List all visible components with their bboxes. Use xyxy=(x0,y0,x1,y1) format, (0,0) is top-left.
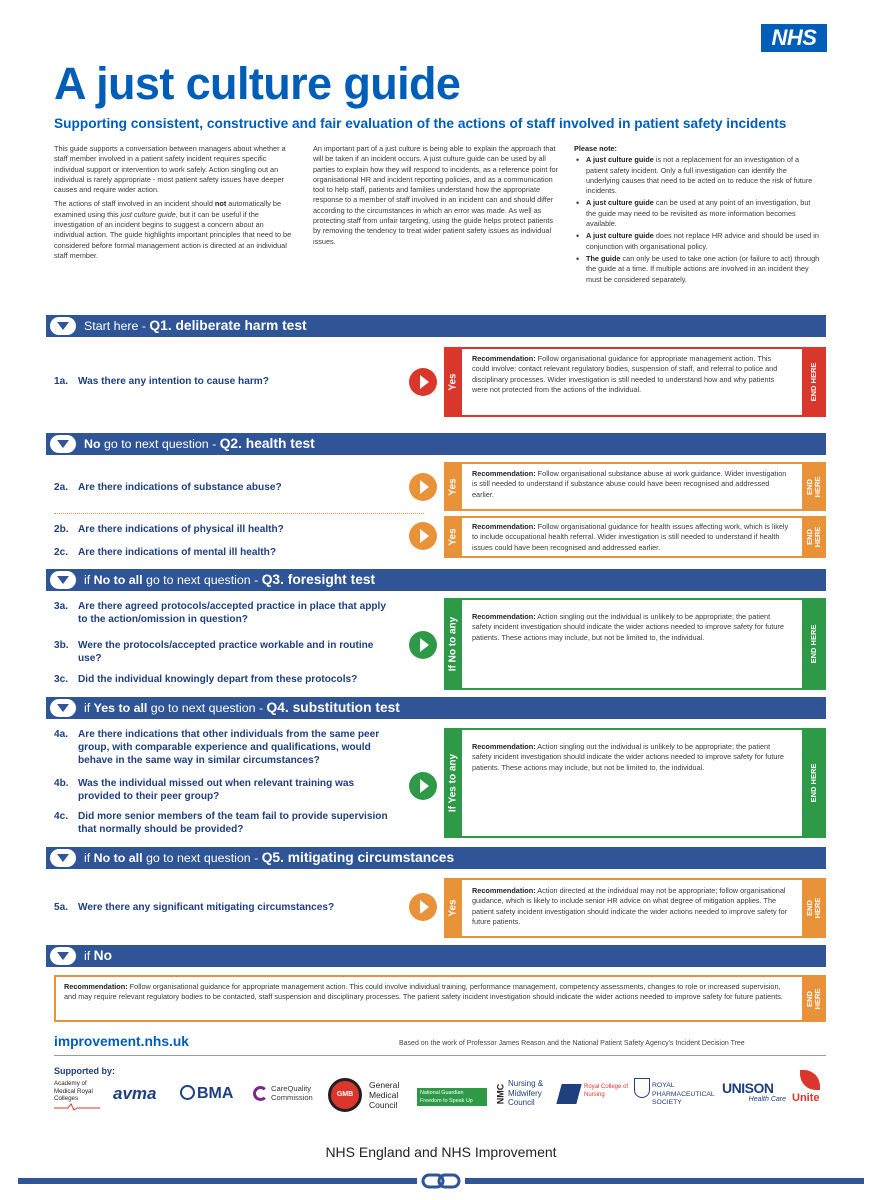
note-item: • The guide can only be used to take one action (or failure to act) through the guide at a time. If multiple actions are involved in an incident they must be considered separately. xyxy=(574,254,822,285)
if-no-to-any-tab: If No to any xyxy=(444,598,462,690)
chevron-down-icon xyxy=(50,435,76,453)
intro-paragraph: This guide supports a conversation between managers about whether a staff member involved in a patient safety incident requires specific individual support or intervention to work safely. Action singling out an individual is rarely appropriate - most patient safety issues have deeper causes and require wider action. xyxy=(54,144,286,195)
end-here-tab: END HERE xyxy=(802,728,826,838)
end-here-tab: END HERE xyxy=(802,975,826,1022)
question-5a: 5a. Were there any significant mitigating circumstances? xyxy=(54,902,335,913)
section-q4-bar: if Yes to all go to next question - Q4. substitution test xyxy=(46,697,826,719)
end-here-tab: END HERE xyxy=(802,516,826,558)
cqc-mark-icon xyxy=(253,1086,268,1101)
chevron-down-icon xyxy=(50,571,76,589)
arrow-right-icon xyxy=(409,772,437,800)
supported-by-heading: Supported by: xyxy=(54,1066,115,1076)
guardian-logo: National Guardian Freedom to Speak Up xyxy=(417,1088,487,1106)
yes-tab: Yes xyxy=(444,516,462,558)
recommendation-box-q2a: Yes Recommendation: Follow organisational substance abuse at work guidance. Wider investigation is still needed to understand if substance abuse could have been recognised and addressed earlier. END HERE xyxy=(444,462,826,511)
rps-logo: ROYAL PHARMACEUTICAL SOCIETY xyxy=(634,1078,720,1112)
question-2b: 2b. Are there indications of physical ill health? xyxy=(54,524,284,535)
section-q2-bar: No go to next question - Q2. health test xyxy=(46,433,826,455)
rcn-mark-icon xyxy=(556,1084,581,1104)
unite-flame-icon xyxy=(800,1070,820,1090)
rcn-logo: Royal College of Nursing xyxy=(559,1082,629,1108)
website-link[interactable]: improvement.nhs.uk xyxy=(54,1034,189,1049)
question-1a: 1a. Was there any intention to cause harm? xyxy=(54,376,269,387)
question-2a: 2a. Are there indications of substance abuse? xyxy=(54,482,282,493)
bma-mark-icon xyxy=(180,1085,195,1100)
note-item: • A just culture guide is not a replacement for an investigation of a patient safety incident. Only a full investigation can identify the underlying causes that need to be acted on to reduce the risk of future incidents. xyxy=(574,155,822,196)
bma-logo: BMA xyxy=(180,1085,233,1103)
intro-column-2 xyxy=(313,144,559,251)
chevron-down-icon xyxy=(50,317,76,335)
recommendation-box-q4: If Yes to any Recommendation: Action singling out the individual is unlikely to be appropriate; the patient safety incident investigation should indicate the wider actions needed to improve safety for future patients. These actions may include, but not be limited to, the individual. END HERE xyxy=(444,728,826,838)
intro-paragraph: The actions of staff involved in an incident should not automatically be examined using this just culture guide, but it can be useful if the investigation of an incident begins to suggest a concern about an individual action. The guide highlights important principles that need to be considered before formal management action is directed at an individual staff member. xyxy=(54,199,292,260)
chevron-down-icon xyxy=(50,699,76,717)
section-q3-bar: if No to all go to next question - Q3. foresight test xyxy=(46,569,826,591)
nhs-logo: NHS xyxy=(761,24,827,52)
arrow-right-icon xyxy=(409,473,437,501)
unite-logo: Unite xyxy=(792,1070,828,1112)
end-here-tab: END HERE xyxy=(802,462,826,511)
yes-tab: Yes xyxy=(444,347,462,417)
page-title: A just culture guide xyxy=(54,58,461,109)
crest-icon xyxy=(634,1078,650,1098)
chevron-down-icon xyxy=(50,947,76,965)
nmc-logo: NMC Nursing & Midwifery Council xyxy=(495,1079,544,1107)
page-subtitle: Supporting consistent, constructive and fair evaluation of the actions of staff involved in patient safety incidents xyxy=(54,116,787,131)
heartbeat-icon xyxy=(54,1103,100,1111)
gmc-logo: General Medical Council xyxy=(369,1080,400,1110)
chain-link-icon xyxy=(417,1172,465,1190)
question-4c: 4c. Did more senior members of the team fail to provide supervision that normally should be provided? xyxy=(54,811,388,835)
note-panel xyxy=(574,144,822,287)
credit-text: Based on the work of Professor James Reason and the National Patient Safety Agency's Incident Decision Tree xyxy=(399,1040,745,1047)
aomrc-logo: Academy of Medical Royal Colleges xyxy=(54,1080,108,1114)
question-4b: 4b. Was the individual missed out when relevant training was provided to their peer group? xyxy=(54,778,355,802)
recommendation-box-q3: If No to any Recommendation: Action singling out the individual is unlikely to be appropriate; the patient safety incident investigation should indicate the wider actions needed to improve safety for future patients. These actions may include, but not be limited to, the individual. END HERE xyxy=(444,598,826,690)
yes-tab: Yes xyxy=(444,462,462,511)
arrow-right-icon xyxy=(409,522,437,550)
arrow-right-icon xyxy=(409,368,437,396)
question-2c: 2c. Are there indications of mental ill health? xyxy=(54,547,276,558)
arrow-right-icon xyxy=(409,893,437,921)
section-final-bar: if No xyxy=(46,945,826,967)
note-item: • A just culture guide does not replace HR advice and should be used in conjunction with organisational policy. xyxy=(574,231,822,252)
end-here-tab: END HERE xyxy=(802,598,826,690)
question-3b: 3b. Were the protocols/accepted practice workable and in routine use? xyxy=(54,640,374,664)
end-here-tab: END HERE xyxy=(802,347,826,417)
gmb-logo: GMB xyxy=(328,1078,362,1112)
intro-paragraph: An important part of a just culture is being able to explain the approach that will be taken if an incident occurs. A just culture guide can be used by all parties to explain how they will respond to incidents, as a reference point for organisational HR and incident reporting policies, and as a communication tool to help staff, patients and families understand how the appropriate response to a member of staff involved in an incident can and should differ according to the circumstances in which an error was made. As well as protecting staff from unfair targeting, using the guide helps protect patients by removing the tendency to treat wider patient safety issues as individual issues. xyxy=(313,144,558,246)
question-3a: 3a. Are there agreed protocols/accepted practice in place that apply to the action/omission in question? xyxy=(54,601,386,625)
note-heading: Please note: xyxy=(574,144,617,153)
chevron-down-icon xyxy=(50,849,76,867)
note-item: • A just culture guide can be used at any point of an investigation, but the guide may need to be revisited as more information becomes available. xyxy=(574,198,822,229)
yes-tab: Yes xyxy=(444,878,462,938)
note-list xyxy=(574,155,822,285)
divider xyxy=(54,1055,826,1056)
org-name: NHS England and NHS Improvement xyxy=(325,1144,557,1160)
end-here-tab: END HERE xyxy=(802,878,826,938)
recommendation-box-q2b: Yes Recommendation: Follow organisational guidance for health issues affecting work, which is likely to include occupational health referral. Wider investigation is still needed to understand if health issues could have been recognised and addressed earlier. END HERE xyxy=(444,516,826,558)
section-q1-bar: Start here - Q1. deliberate harm test xyxy=(46,315,826,337)
recommendation-box-final: Recommendation: Follow organisational guidance for appropriate management action. This could involve individual training, performance management, competency assessments, changes to role or increased supervision, and may require relevant regulatory bodies to be contacted, staff suspension and disciplinary processes. The patient safety incident investigation should indicate the wider actions needed to improve safety for future patients. END HERE xyxy=(54,975,826,1022)
arrow-right-icon xyxy=(409,631,437,659)
if-yes-to-any-tab: If Yes to any xyxy=(444,728,462,838)
unison-logo: UNISON Health Care xyxy=(722,1080,786,1103)
recommendation-box-q1: Yes Recommendation: Follow organisational guidance for appropriate management action. This could involve: contact relevant regulatory bodies, suspension of staff, and referral to police and disciplinary processes. Wider investigation is still needed to understand how and why patients were not protected from the actions of the individual. END HERE xyxy=(444,347,826,417)
cqc-logo: CareQuality Commission xyxy=(253,1084,325,1102)
question-3c: 3c. Did the individual knowingly depart from these protocols? xyxy=(54,674,358,685)
intro-column-1 xyxy=(54,144,296,265)
question-4a: 4a. Are there indications that other individuals from the same peer group, with comparable experience and qualifications, would behave in the same way in similar circumstances? xyxy=(54,729,380,766)
avma-logo: avma xyxy=(113,1084,157,1103)
recommendation-box-q5: Yes Recommendation: Action directed at the individual may not be appropriate; follow organisational guidance, which is likely to include senior HR advice on what degree of mitigation applies. The patient safety incident investigation should indicate the wider actions needed to improve safety for future patients. END HERE xyxy=(444,878,826,938)
divider xyxy=(54,513,424,514)
section-q5-bar: if No to all go to next question - Q5. mitigating circumstances xyxy=(46,847,826,869)
